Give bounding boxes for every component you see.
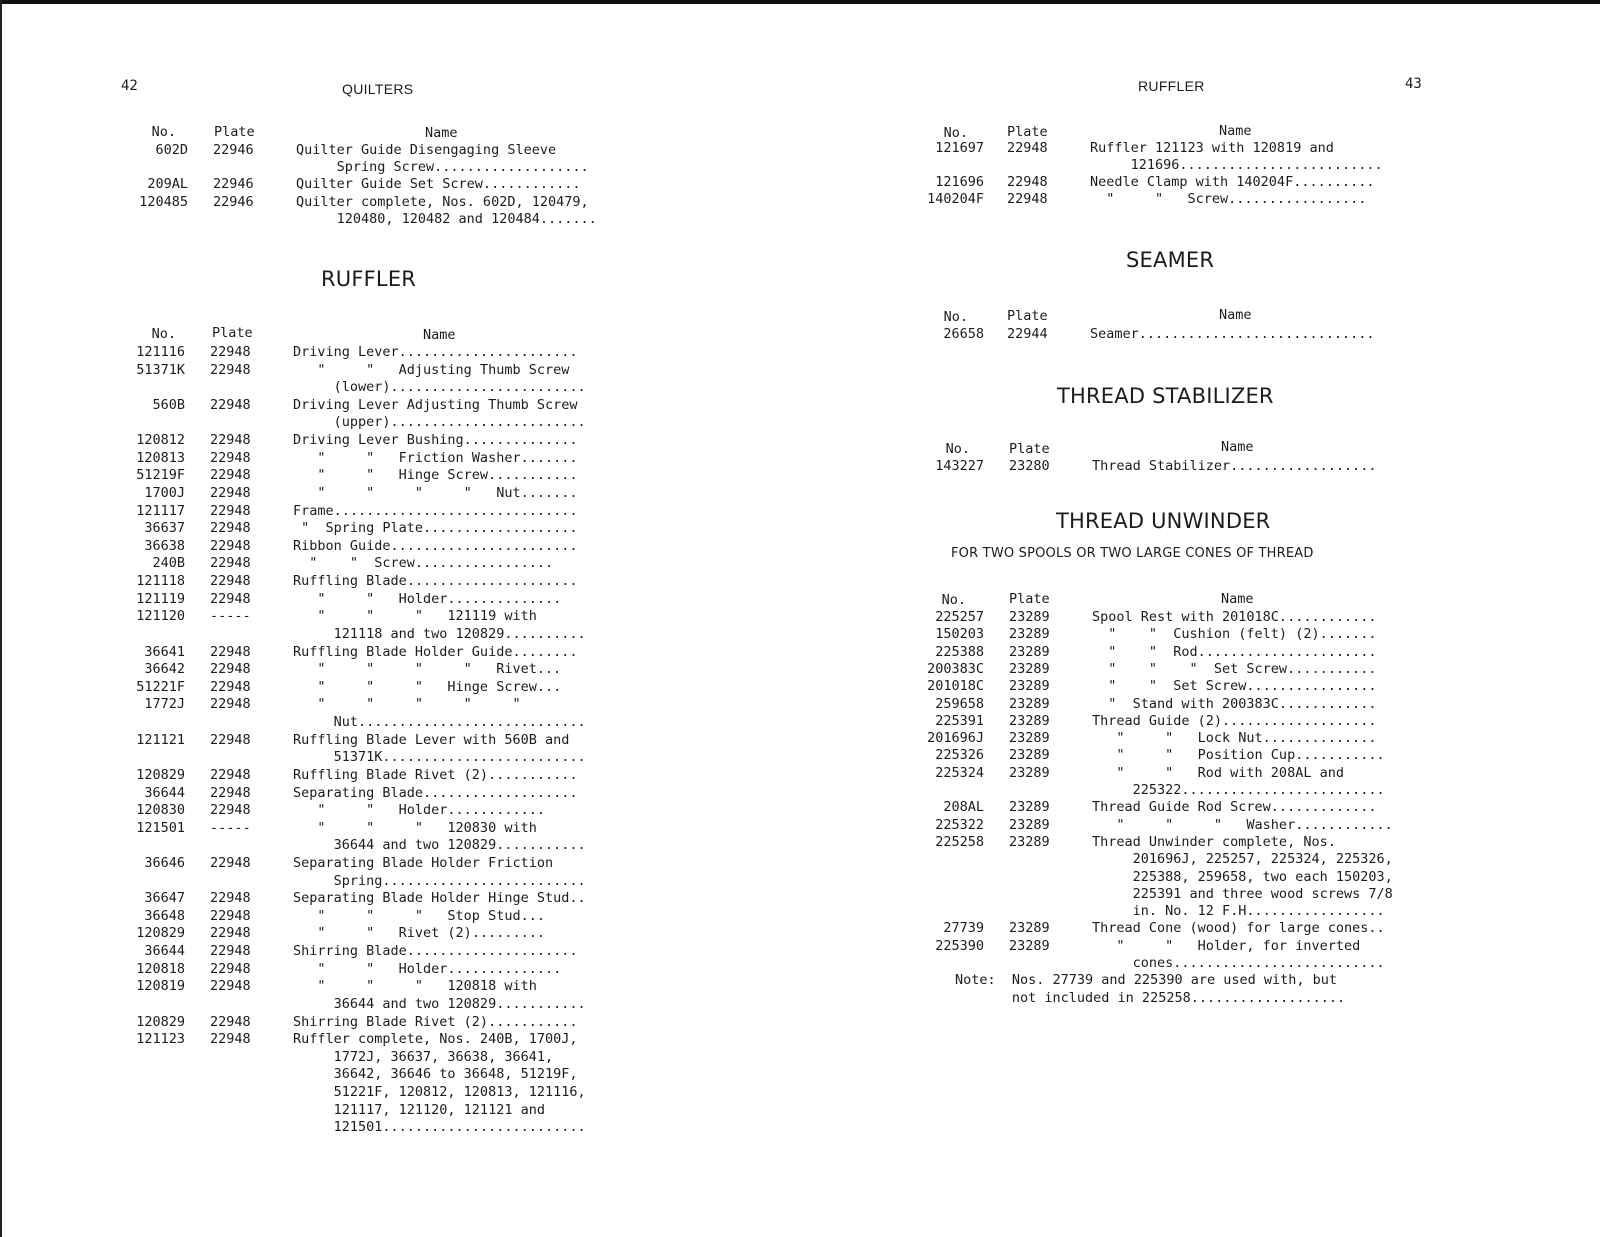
cell-part-number: 1772J [144,696,185,713]
cell-part-name: 121501......................... [293,1119,586,1136]
cell-part-name: " " Adjusting Thumb Screw [293,361,570,378]
cell-plate-number: 22948 [210,802,251,819]
cell-part-number: 51371K [136,361,185,378]
cell-part-name: 51371K......................... [293,749,586,766]
cell-part-name: " " " Set Screw........... [1092,660,1377,677]
cell-plate-number: 23289 [1009,609,1050,625]
col-header-no: No. [941,592,966,608]
cell-part-name: 225388, 259658, two each 150203, [1092,868,1393,885]
note-line-2: not included in 225258................... [955,990,1346,1006]
cell-plate-number: 22948 [1007,174,1048,190]
cell-plate-number: 23289 [1009,799,1050,816]
cell-plate-number: ----- [210,608,251,625]
running-head: RUFFLER [1138,78,1205,94]
col-header-name: Name [425,125,458,141]
cell-part-name: Ruffling Blade Rivet (2)........... [293,766,578,783]
cell-part-name: Ruffling Blade Holder Guide........ [293,643,578,660]
cell-part-number: 51221F [136,678,185,695]
cell-plate-number: 23289 [1009,660,1050,677]
cell-plate-number: 22948 [210,449,251,466]
cell-part-name: " " " " " [293,696,521,713]
cell-part-name: " " Holder.............. [293,960,562,977]
cell-plate-number: 23289 [1009,764,1050,781]
cell-part-number: 121121 [136,731,185,748]
cell-part-name: " " Hinge Screw........... [293,467,578,484]
cell-part-number: 225324 [935,764,984,781]
cell-part-number: 120829 [136,766,185,783]
cell-plate-number: 22948 [1007,191,1048,207]
cell-part-name: 36644 and two 120829........... [293,837,586,854]
cell-part-name: Quilter Guide Set Screw............ [296,176,581,193]
cell-plate-number: 22948 [210,978,251,995]
note-line-1: Note: Nos. 27739 and 225390 are used with, but [955,972,1338,988]
cell-part-name: 201696J, 225257, 225324, 225326, [1092,851,1393,868]
cell-plate-number: 22948 [210,766,251,783]
cell-part-number: 121501 [136,819,185,836]
cell-plate-number: 23289 [1009,937,1050,954]
cell-part-name: Needle Clamp with 140204F.......... [1090,174,1375,190]
cell-part-name: " " Rod with 208AL and [1092,764,1344,781]
col-header-no: No. [943,125,968,141]
section-title-seamer: SEAMER [1126,248,1215,272]
cell-plate-number: 22948 [210,396,251,413]
cell-part-name: 225391 and three wood screws 7/8 [1092,885,1393,902]
cell-part-number: 201696J [927,730,984,747]
cell-part-name: " " " 120830 with [293,819,537,836]
cell-part-number: 121696 [935,174,984,190]
cell-part-name: " " " 121119 with [293,608,537,625]
cell-part-number: 121120 [136,608,185,625]
cell-plate-number: 23289 [1009,920,1050,937]
cell-part-number: 1700J [144,484,185,501]
cell-part-number: 36644 [144,784,185,801]
cell-plate-number: 22948 [210,678,251,695]
cell-part-name: Ruffler complete, Nos. 240B, 1700J, [293,1031,578,1048]
cell-plate-number: 22948 [210,590,251,607]
cell-part-name: (lower)........................ [293,379,586,396]
cell-part-name: " " " Washer............ [1092,816,1393,833]
cell-part-name: 121696......................... [1090,157,1383,173]
cell-part-name: Ruffler 121123 with 120819 and [1090,140,1334,156]
cell-part-name: " " " " Rivet... [293,661,562,678]
cell-part-name: " " Lock Nut.............. [1092,730,1377,747]
cell-part-name: Thread Guide (2)................... [1092,712,1377,729]
col-header-plate: Plate [1009,591,1050,607]
cell-part-name: " " Screw................. [293,555,554,572]
col-header-no: No. [943,309,968,325]
cell-part-name: cones.......................... [1092,955,1385,971]
cell-part-number: 36646 [144,854,185,871]
cell-plate-number: 23289 [1009,695,1050,712]
col-header-name: Name [1219,307,1252,323]
cell-plate-number: 23289 [1009,626,1050,643]
cell-part-name: Quilter Guide Disengaging Sleeve [296,142,557,158]
cell-plate-number: 22948 [210,432,251,449]
cell-part-number: 240B [152,555,185,572]
cell-part-number: 120813 [136,449,185,466]
cell-part-name: " " " Stop Stud... [293,907,545,924]
cell-part-name: Driving Lever Adjusting Thumb Screw [293,396,578,413]
cell-part-name: 120480, 120482 and 120484....... [296,210,597,227]
cell-plate-number: 22948 [210,643,251,660]
cell-part-number: 225390 [935,937,984,954]
cell-plate-number: 22948 [210,573,251,590]
cell-part-name: 225322......................... [1092,782,1385,798]
cell-plate-number: 22948 [210,484,251,501]
cell-part-number: 150203 [935,626,984,643]
cell-plate-number: 22948 [210,731,251,748]
cell-part-number: 120830 [136,802,185,819]
cell-part-number: 121117 [136,502,185,519]
cell-part-name: 121118 and two 120829.......... [293,625,586,642]
cell-part-number: 225391 [935,712,984,729]
cell-part-number: 209AL [147,176,188,193]
cell-part-name: " " Holder.............. [293,590,562,607]
cell-plate-number: 22948 [210,925,251,942]
cell-part-number: 27739 [943,920,984,937]
cell-part-name: 51221F, 120812, 120813, 121116, [293,1084,586,1101]
cell-part-number: 225326 [935,747,984,764]
cell-part-name: Seamer............................. [1090,326,1375,342]
cell-part-number: 560B [152,396,185,413]
left-page [0,0,790,1237]
col-header-no: No. [945,441,970,457]
cell-plate-number: 22948 [210,1031,251,1048]
cell-part-name: Quilter complete, Nos. 602D, 120479, [296,193,589,210]
cell-part-number: 120812 [136,432,185,449]
cell-plate-number: 22948 [210,344,251,360]
cell-part-name: " " Friction Washer....... [293,449,578,466]
cell-plate-number: 22948 [210,854,251,871]
cell-plate-number: 23289 [1009,747,1050,764]
cell-plate-number: 23289 [1009,678,1050,695]
col-header-plate: Plate [1007,124,1048,140]
col-header-no: No. [151,326,176,342]
cell-part-number: 36648 [144,907,185,924]
section-title-ruffler: RUFFLER [321,267,417,291]
cell-part-number: 121697 [935,140,984,156]
cell-part-number: 225388 [935,643,984,660]
cell-part-name: Separating Blade................... [293,784,578,801]
cell-part-number: 120829 [136,1013,185,1030]
cell-part-name: Shirring Blade..................... [293,943,578,960]
cell-plate-number: 23289 [1009,816,1050,833]
cell-part-number: 120485 [139,193,188,210]
cell-part-name: Spool Rest with 201018C............ [1092,609,1377,625]
cell-part-number: 200383C [927,660,984,677]
cell-part-name: 36642, 36646 to 36648, 51219F, [293,1066,578,1083]
cell-part-name: Shirring Blade Rivet (2)........... [293,1013,578,1030]
cell-part-name: " " " Hinge Screw... [293,678,562,695]
cell-plate-number: 22946 [213,142,254,158]
cell-part-number: 36641 [144,643,185,660]
cell-plate-number: 22948 [210,696,251,713]
cell-part-name: Ruffling Blade Lever with 560B and [293,731,570,748]
col-header-no: No. [151,124,176,140]
section-subtitle: FOR TWO SPOOLS OR TWO LARGE CONES OF THREAD [951,546,1314,561]
cell-part-name: " " " " Nut....... [293,484,578,501]
cell-part-name: Driving Lever Bushing.............. [293,432,578,449]
cell-part-number: 36637 [144,520,185,537]
cell-plate-number: 22946 [213,193,254,210]
cell-plate-number: 23280 [1009,458,1050,474]
right-page [800,0,1600,1237]
cell-part-number: 26658 [943,326,984,342]
cell-part-name: Thread Stabilizer.................. [1092,458,1377,474]
cell-part-name: 121117, 121120, 121121 and [293,1101,545,1118]
cell-part-number: 120818 [136,960,185,977]
cell-part-name: Spring Screw................... [296,159,589,176]
cell-plate-number: 22948 [210,555,251,572]
col-header-name: Name [423,327,456,343]
col-header-plate: Plate [1007,308,1048,324]
cell-part-name: Frame.............................. [293,502,578,519]
cell-part-name: " " Holder, for inverted [1092,937,1361,954]
cell-plate-number: 22948 [210,784,251,801]
cell-part-name: " " Screw................. [1090,191,1367,207]
cell-part-name: Thread Guide Rod Screw............. [1092,799,1377,816]
cell-plate-number: ----- [210,819,251,836]
cell-part-number: 36642 [144,661,185,678]
cell-plate-number: 22948 [210,1013,251,1030]
cell-part-number: 36638 [144,537,185,554]
cell-part-name: " " Position Cup........... [1092,747,1385,764]
cell-plate-number: 22946 [213,176,254,193]
col-header-plate: Plate [214,124,255,140]
cell-part-name: " Stand with 200383C............ [1092,695,1377,712]
cell-part-number: 120819 [136,978,185,995]
cell-part-number: 225257 [935,609,984,625]
cell-part-name: Spring......................... [293,872,586,889]
cell-plate-number: 22948 [210,520,251,537]
col-header-plate: Plate [212,325,253,341]
page-number: 43 [1405,76,1422,92]
cell-part-name: " " Cushion (felt) (2)....... [1092,626,1377,643]
col-header-plate: Plate [1009,441,1050,457]
cell-part-name: Driving Lever...................... [293,344,578,360]
cell-part-number: 120829 [136,925,185,942]
col-header-name: Name [1221,439,1254,455]
cell-plate-number: 22948 [210,502,251,519]
cell-plate-number: 22948 [210,943,251,960]
cell-part-number: 140204F [927,191,984,207]
cell-plate-number: 22948 [210,907,251,924]
col-header-name: Name [1219,123,1252,139]
cell-plate-number: 22948 [210,537,251,554]
cell-part-name: (upper)........................ [293,414,586,431]
cell-part-number: 36647 [144,890,185,907]
cell-plate-number: 22948 [1007,140,1048,156]
cell-part-name: " " Holder............ [293,802,545,819]
cell-part-name: Nut............................ [293,714,586,731]
cell-part-name: Ruffling Blade..................... [293,573,578,590]
cell-part-number: 121116 [136,344,185,360]
cell-part-name: Ribbon Guide....................... [293,537,578,554]
cell-plate-number: 22948 [210,467,251,484]
section-title-thread-unwinder: THREAD UNWINDER [1056,509,1271,533]
cell-plate-number: 23289 [1009,730,1050,747]
cell-plate-number: 22948 [210,890,251,907]
cell-part-number: 51219F [136,467,185,484]
cell-part-number: 121123 [136,1031,185,1048]
cell-part-name: " Spring Plate................... [293,520,578,537]
cell-part-number: 121118 [136,573,185,590]
cell-part-number: 225258 [935,833,984,850]
cell-part-name: " " " 120818 with [293,978,537,995]
cell-plate-number: 22948 [210,361,251,378]
section-title-thread-stabilizer: THREAD STABILIZER [1057,384,1274,408]
cell-part-name: Thread Cone (wood) for large cones.. [1092,920,1385,937]
cell-part-number: 602D [155,142,188,158]
cell-part-name: 36644 and two 120829........... [293,995,586,1012]
cell-part-number: 143227 [935,458,984,474]
cell-part-name: " " Rod...................... [1092,643,1377,660]
cell-part-number: 121119 [136,590,185,607]
cell-plate-number: 23289 [1009,643,1050,660]
cell-plate-number: 22948 [210,960,251,977]
cell-part-number: 201018C [927,678,984,695]
cell-plate-number: 22944 [1007,326,1048,342]
cell-plate-number: 23289 [1009,833,1050,850]
cell-part-name: Separating Blade Holder Friction [293,854,554,871]
cell-part-name: Thread Unwinder complete, Nos. [1092,833,1336,850]
cell-part-number: 259658 [935,695,984,712]
col-header-name: Name [1221,591,1254,607]
cell-part-number: 36644 [144,943,185,960]
cell-part-name: in. No. 12 F.H................. [1092,903,1385,920]
cell-part-name: 1772J, 36637, 36638, 36641, [293,1048,554,1065]
running-head: QUILTERS [342,81,414,97]
cell-part-number: 225322 [935,816,984,833]
cell-part-name: " " Set Screw................ [1092,678,1377,695]
cell-part-number: 208AL [943,799,984,816]
page-number: 42 [121,78,138,94]
cell-part-name: " " Rivet (2)......... [293,925,545,942]
cell-part-name: Separating Blade Holder Hinge Stud.. [293,890,586,907]
cell-plate-number: 22948 [210,661,251,678]
cell-plate-number: 23289 [1009,712,1050,729]
